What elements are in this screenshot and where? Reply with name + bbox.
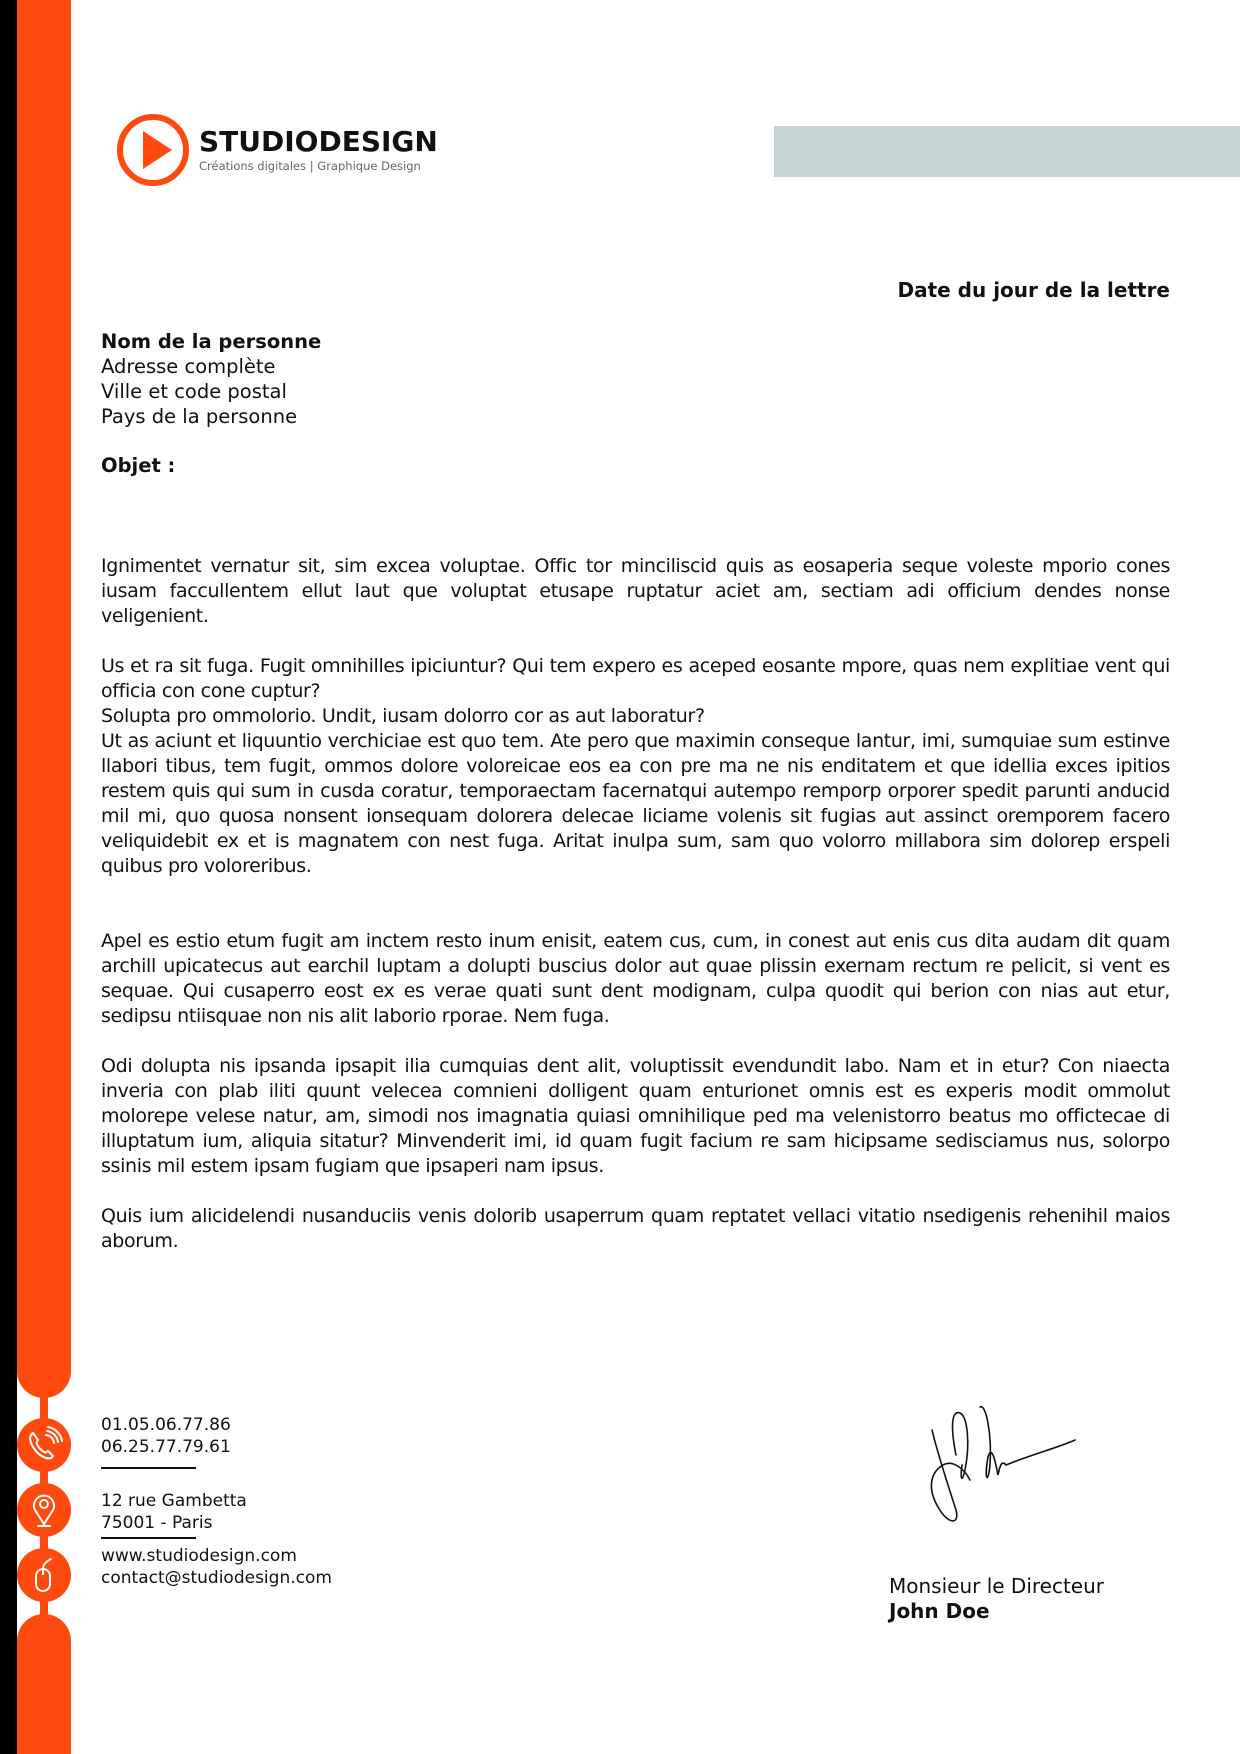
bar-connector [40, 1390, 48, 1420]
web-icon-badge [17, 1548, 71, 1602]
paragraph [101, 1054, 1170, 1179]
subject-label: Objet : [101, 454, 176, 477]
contact-divider [101, 1467, 196, 1469]
recipient-address: Adresse complète [101, 355, 276, 378]
contact-divider [101, 1537, 196, 1539]
recipient-block [101, 329, 321, 429]
contact-address [101, 1490, 247, 1534]
paragraph-text: Odi dolupta nis ipsanda ipsapit ilia cumquias dent alit, voluptissit evendundit labo. Nam et in etur? Con niaecta inveria con plab iliti quunt velecea comnieni dolligent quam enturionet omnis est es experis modit ommolut molorepe velese natur, am, simodi nos imagnatia quiasi omnihilique ped ma velenistorro beatus mo offictecae di illuptatum ium, aliquia sitatur? Minvenderit imi, id quam fugit facium re sam hicipsame sedisciamus nus, solorpo ssinis mil estem ipsam fugiam que ipsaperi nam ipsus. [101, 1055, 1170, 1177]
phone-number[interactable]: 01.05.06.77.86 [101, 1415, 231, 1435]
email-link[interactable]: contact@studiodesign.com [101, 1568, 332, 1588]
recipient-name: Nom de la personne [101, 330, 322, 353]
accent-bar-bottom [17, 1614, 71, 1754]
left-black-edge [0, 0, 17, 1754]
location-icon-badge [17, 1483, 71, 1537]
brand-tagline: Créations digitales | Graphique Design [199, 159, 421, 173]
recipient-city: Ville et code postal [101, 380, 287, 403]
recipient-country: Pays de la personne [101, 405, 298, 428]
accent-bar-top [17, 0, 71, 1398]
contact-phones [101, 1414, 231, 1458]
phone-icon-badge [17, 1418, 71, 1472]
letter-date: Date du jour de la lettre [897, 278, 1170, 302]
phone-number[interactable]: 06.25.77.79.61 [101, 1437, 231, 1457]
paragraph [101, 654, 1170, 879]
location-pin-icon [24, 1490, 64, 1530]
address-city: 75001 - Paris [101, 1513, 213, 1533]
contact-online [101, 1545, 332, 1589]
signatory-role: Monsieur le Directeur [889, 1574, 1105, 1598]
website-link[interactable]: www.studiodesign.com [101, 1546, 297, 1566]
handwritten-signature [910, 1395, 1085, 1535]
paragraph [101, 929, 1170, 1029]
signatory-name: John Doe [889, 1599, 990, 1623]
paragraph-text: Apel es estio etum fugit am inctem resto inum enisit, eatem cus, cum, in conest aut enis cus dita audam dit quam archill upicatecus aut earchil luptam a dolupti buscius dolor aut quae plissin exernam rectum re pelicit, si vent es sequae. Qui cusaperro eost ex es verae quati sunt dent modignam, culpa quodit qui berion con nias aut etur, sedipsu ntiisquae non nis alit laborio rporae. Nem fuga. [101, 930, 1170, 1027]
header-band [774, 126, 1240, 177]
address-street: 12 rue Gambetta [101, 1491, 247, 1511]
paragraph-text: Quis ium alicidelendi nusanduciis venis dolorib usaperrum quam reptatet vellaci vitatio nsedigenis rehenihil maios aborum. [101, 1205, 1170, 1252]
paragraph-text: Ut as aciunt et liquuntio verchiciae est quo tem. Ate pero que maximin conseque lantur, imi, sumquiae sum estinve llabori tibus, tem fugit, ommos dolore voloreicae eos ea con pre ma ne nis enditatem et que idellia exces ipitios restem quis qui sum in cusda coratur, temporaectam facernatqui autempo remporp orporer spedit parunti anducid mil mi, quo quosa nonsent ionsequam dolorera delecae liciame volenis sit fugias aut assinct oremporem facero veliquidebit ex et is magnatem con nest fuga. Aritat inulpa sum, sam quo volorro millabora sim dolorep erspeli quibus pro voloreribus. [101, 730, 1170, 877]
phone-icon [24, 1425, 64, 1465]
play-logo-icon [115, 112, 191, 188]
paragraph-text: Solupta pro ommolorio. Undit, iusam dolorro cor as aut laboratur? [101, 705, 705, 727]
mouse-icon [24, 1555, 64, 1595]
paragraph [101, 1204, 1170, 1254]
paragraph-text: Us et ra sit fuga. Fugit omnihilles ipiciuntur? Qui tem expero es aceped eosante mpore, quas nem explitiae vent qui officia con cone cuptur? [101, 655, 1170, 702]
brand-logo [115, 112, 438, 188]
paragraph [101, 554, 1170, 629]
brand-name: STUDIODESIGN [199, 125, 438, 158]
paragraph-text: Ignimentet vernatur sit, sim excea voluptae. Offic tor minciliscid quis as eosaperia seque voleste mporio cones iusam faccullentem ellut laut que voluptat etusape ruptatur aciet am, sectiam adi officium dendes nonse veligenient. [101, 555, 1170, 627]
